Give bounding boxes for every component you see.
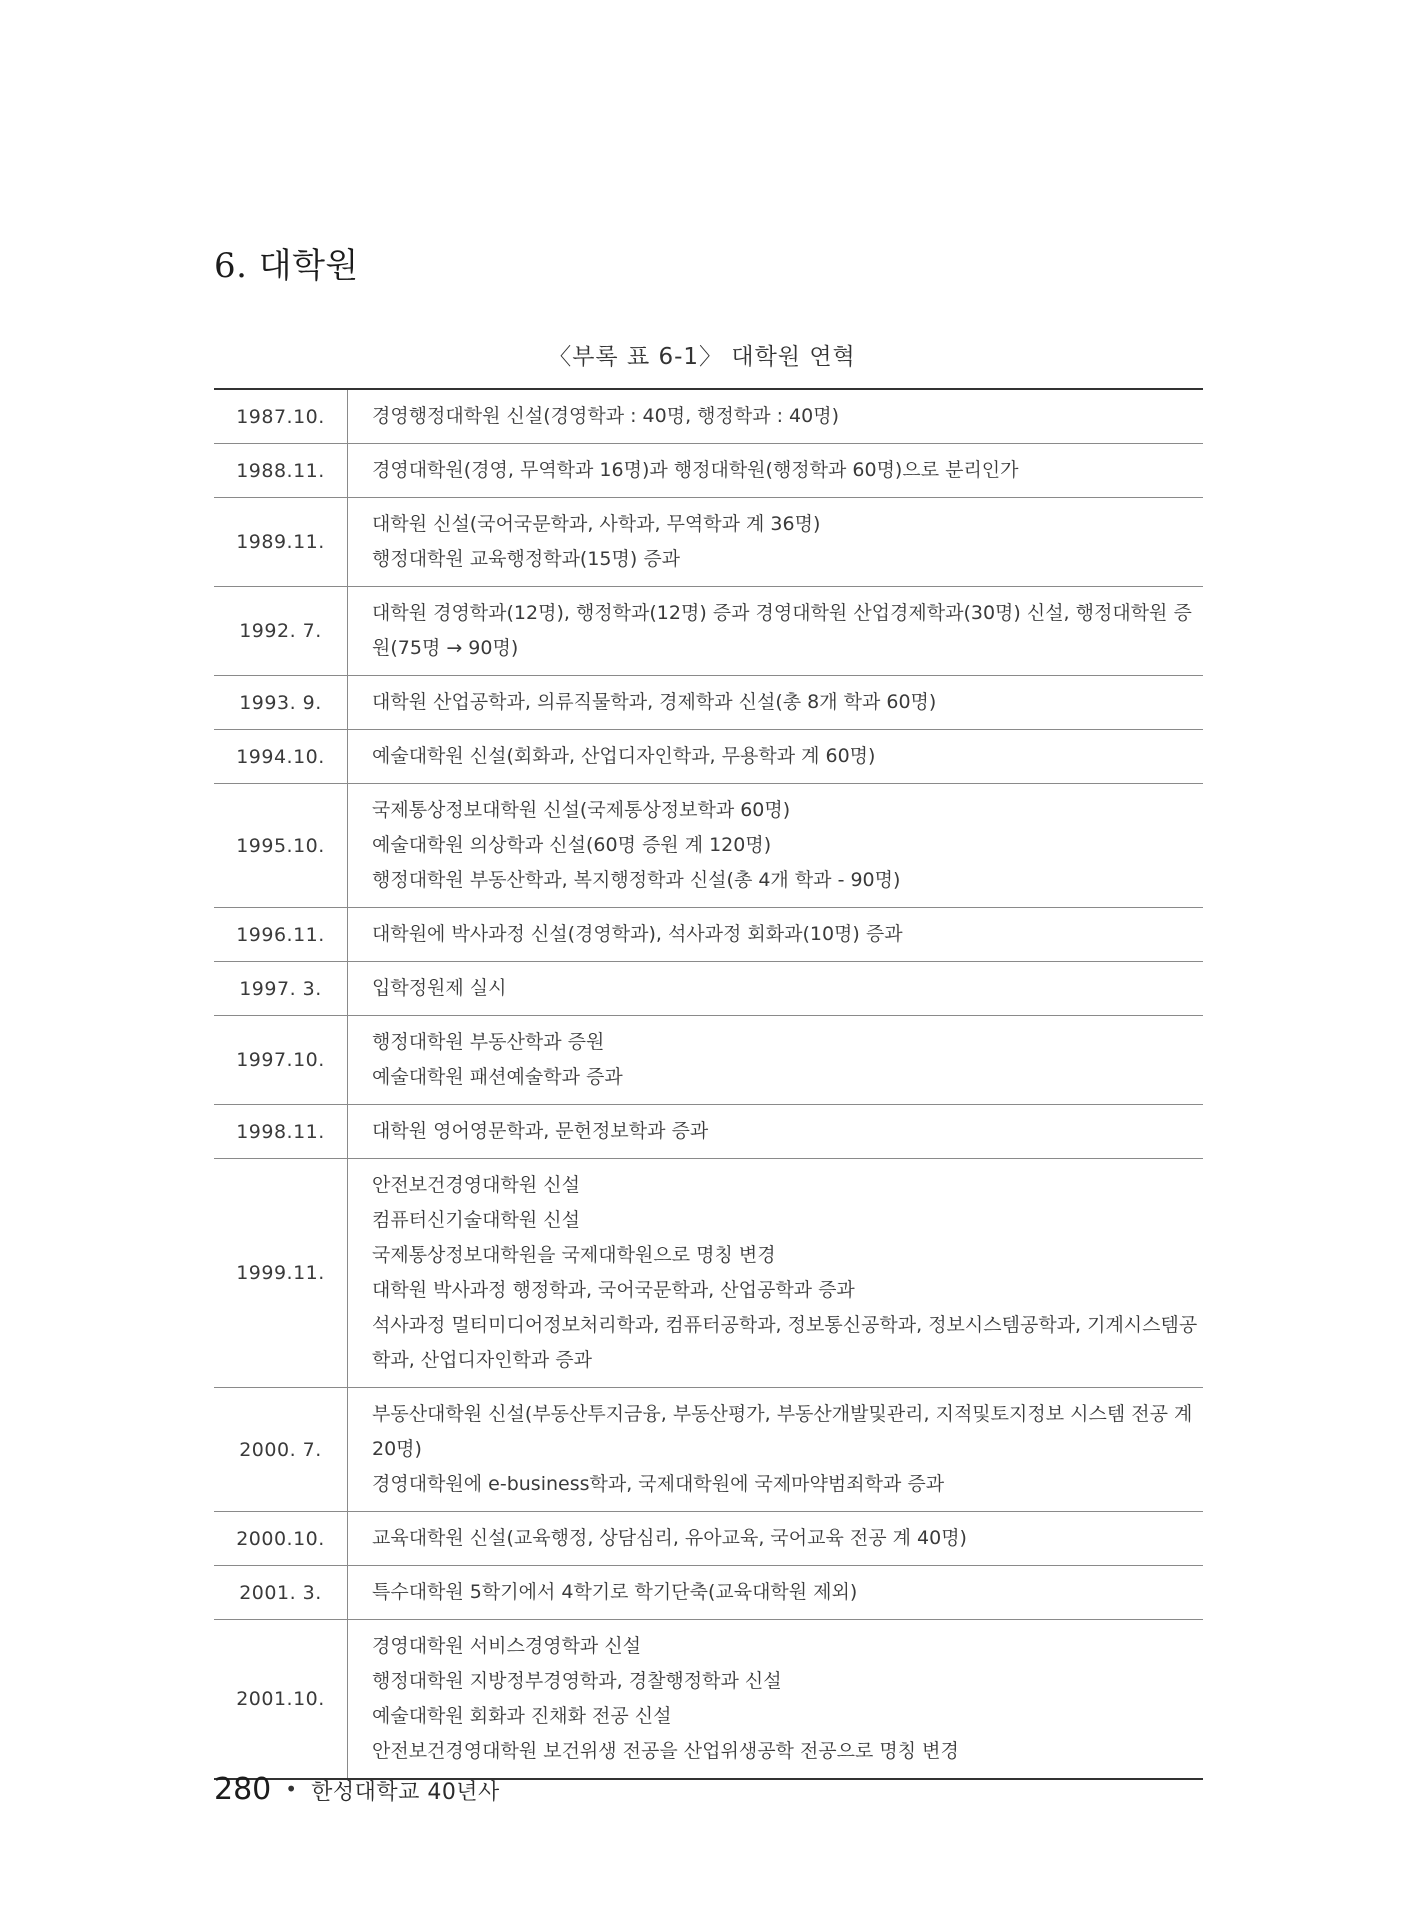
table-row [214, 498, 1203, 587]
table-row [214, 784, 1203, 908]
content-line: 국제통상정보대학원을 국제대학원으로 명칭 변경 [372, 1244, 776, 1266]
content-line: 국제통상정보대학원 신설(국제통상정보학과 60명) [372, 799, 791, 821]
row-content [348, 784, 1204, 908]
content-line: 대학원 영어영문학과, 문헌정보학과 증과 [372, 1120, 709, 1142]
row-date: 2001.10. [214, 1620, 348, 1780]
content-line: 대학원 신설(국어국문학과, 사학과, 무역학과 계 36명) [372, 513, 821, 535]
content-line: 안전보건경영대학원 보건위생 전공을 산업위생공학 전공으로 명칭 변경 [372, 1740, 959, 1762]
row-date: 1987.10. [214, 389, 348, 444]
page-footer [214, 1772, 500, 1807]
table-row [214, 587, 1203, 676]
row-content [348, 1512, 1204, 1566]
table-row [214, 908, 1203, 962]
table-row [214, 1388, 1203, 1512]
row-content [348, 1566, 1204, 1620]
row-content [348, 1105, 1204, 1159]
row-date: 1996.11. [214, 908, 348, 962]
content-line: 경영대학원에 e-business학과, 국제대학원에 국제마약범죄학과 증과 [372, 1473, 945, 1495]
section-title: 6. 대학원 [214, 246, 359, 286]
row-date: 1993. 9. [214, 676, 348, 730]
row-content [348, 498, 1204, 587]
content-line: 경영행정대학원 신설(경영학과 : 40명, 행정학과 : 40명) [372, 405, 839, 427]
content-line: 석사과정 멀티미디어정보처리학과, 컴퓨터공학과, 정보통신공학과, 정보시스템공학과, 기계시스템공학과, 산업디자인학과 증과 [372, 1314, 1198, 1371]
row-content [348, 389, 1204, 444]
row-content [348, 676, 1204, 730]
content-line: 예술대학원 신설(회화과, 산업디자인학과, 무용학과 계 60명) [372, 745, 876, 767]
content-line: 예술대학원 의상학과 신설(60명 증원 계 120명) [372, 834, 772, 856]
content-line: 안전보건경영대학원 신설 [372, 1174, 580, 1196]
content-line: 예술대학원 회화과 진채화 전공 신설 [372, 1705, 672, 1727]
row-content [348, 1388, 1204, 1512]
row-date: 1992. 7. [214, 587, 348, 676]
row-content [348, 908, 1204, 962]
table-caption: 〈부록 표 6-1〉 대학원 연혁 [548, 344, 856, 370]
row-date: 2000.10. [214, 1512, 348, 1566]
table-row [214, 1512, 1203, 1566]
row-date: 1998.11. [214, 1105, 348, 1159]
table-row [214, 1620, 1203, 1780]
row-date: 1989.11. [214, 498, 348, 587]
row-date: 1988.11. [214, 444, 348, 498]
row-date: 2001. 3. [214, 1566, 348, 1620]
content-line: 행정대학원 지방정부경영학과, 경찰행정학과 신설 [372, 1670, 782, 1692]
table-row [214, 962, 1203, 1016]
table-row [214, 1105, 1203, 1159]
content-line: 대학원 경영학과(12명), 행정학과(12명) 증과 경영대학원 산업경제학과(30명) 신설, 행정대학원 증원(75명 → 90명) [372, 602, 1192, 659]
content-line: 경영대학원(경영, 무역학과 16명)과 행정대학원(행정학과 60명)으로 분리인가 [372, 459, 1019, 481]
row-date: 2000. 7. [214, 1388, 348, 1512]
content-line: 대학원에 박사과정 신설(경영학과), 석사과정 회화과(10명) 증과 [372, 923, 903, 945]
content-line: 행정대학원 부동산학과 증원 [372, 1031, 605, 1053]
row-date: 1997.10. [214, 1016, 348, 1105]
content-line: 경영대학원 서비스경영학과 신설 [372, 1635, 642, 1657]
table-row [214, 389, 1203, 444]
content-line: 부동산대학원 신설(부동산투지금융, 부동산평가, 부동산개발및관리, 지적및토지정보 시스템 전공 계 20명) [372, 1403, 1193, 1460]
row-content [348, 730, 1204, 784]
table-row [214, 1016, 1203, 1105]
history-table-body [214, 389, 1203, 1779]
footer-bullet: • [285, 1777, 298, 1801]
history-table [214, 388, 1203, 1780]
row-date: 1999.11. [214, 1159, 348, 1388]
content-line: 교육대학원 신설(교육행정, 상담심리, 유아교육, 국어교육 전공 계 40명) [372, 1527, 967, 1549]
book-title: 한성대학교 40년사 [311, 1780, 500, 1805]
row-date: 1995.10. [214, 784, 348, 908]
content-line: 대학원 산업공학과, 의류직물학과, 경제학과 신설(총 8개 학과 60명) [372, 691, 937, 713]
row-content [348, 587, 1204, 676]
content-line: 입학정원제 실시 [372, 977, 507, 999]
content-line: 컴퓨터신기술대학원 신설 [372, 1209, 580, 1231]
table-row [214, 1159, 1203, 1388]
table-row [214, 676, 1203, 730]
row-date: 1997. 3. [214, 962, 348, 1016]
row-content [348, 1159, 1204, 1388]
row-content [348, 1620, 1204, 1780]
row-content [348, 444, 1204, 498]
content-line: 특수대학원 5학기에서 4학기로 학기단축(교육대학원 제외) [372, 1581, 858, 1603]
table-row [214, 1566, 1203, 1620]
page-number: 280 [214, 1772, 272, 1807]
row-content [348, 1016, 1204, 1105]
row-date: 1994.10. [214, 730, 348, 784]
content-line: 대학원 박사과정 행정학과, 국어국문학과, 산업공학과 증과 [372, 1279, 855, 1301]
content-line: 예술대학원 패션예술학과 증과 [372, 1066, 623, 1088]
table-row [214, 444, 1203, 498]
content-line: 행정대학원 교육행정학과(15명) 증과 [372, 548, 681, 570]
table-row [214, 730, 1203, 784]
content-line: 행정대학원 부동산학과, 복지행정학과 신설(총 4개 학과 - 90명) [372, 869, 901, 891]
row-content [348, 962, 1204, 1016]
